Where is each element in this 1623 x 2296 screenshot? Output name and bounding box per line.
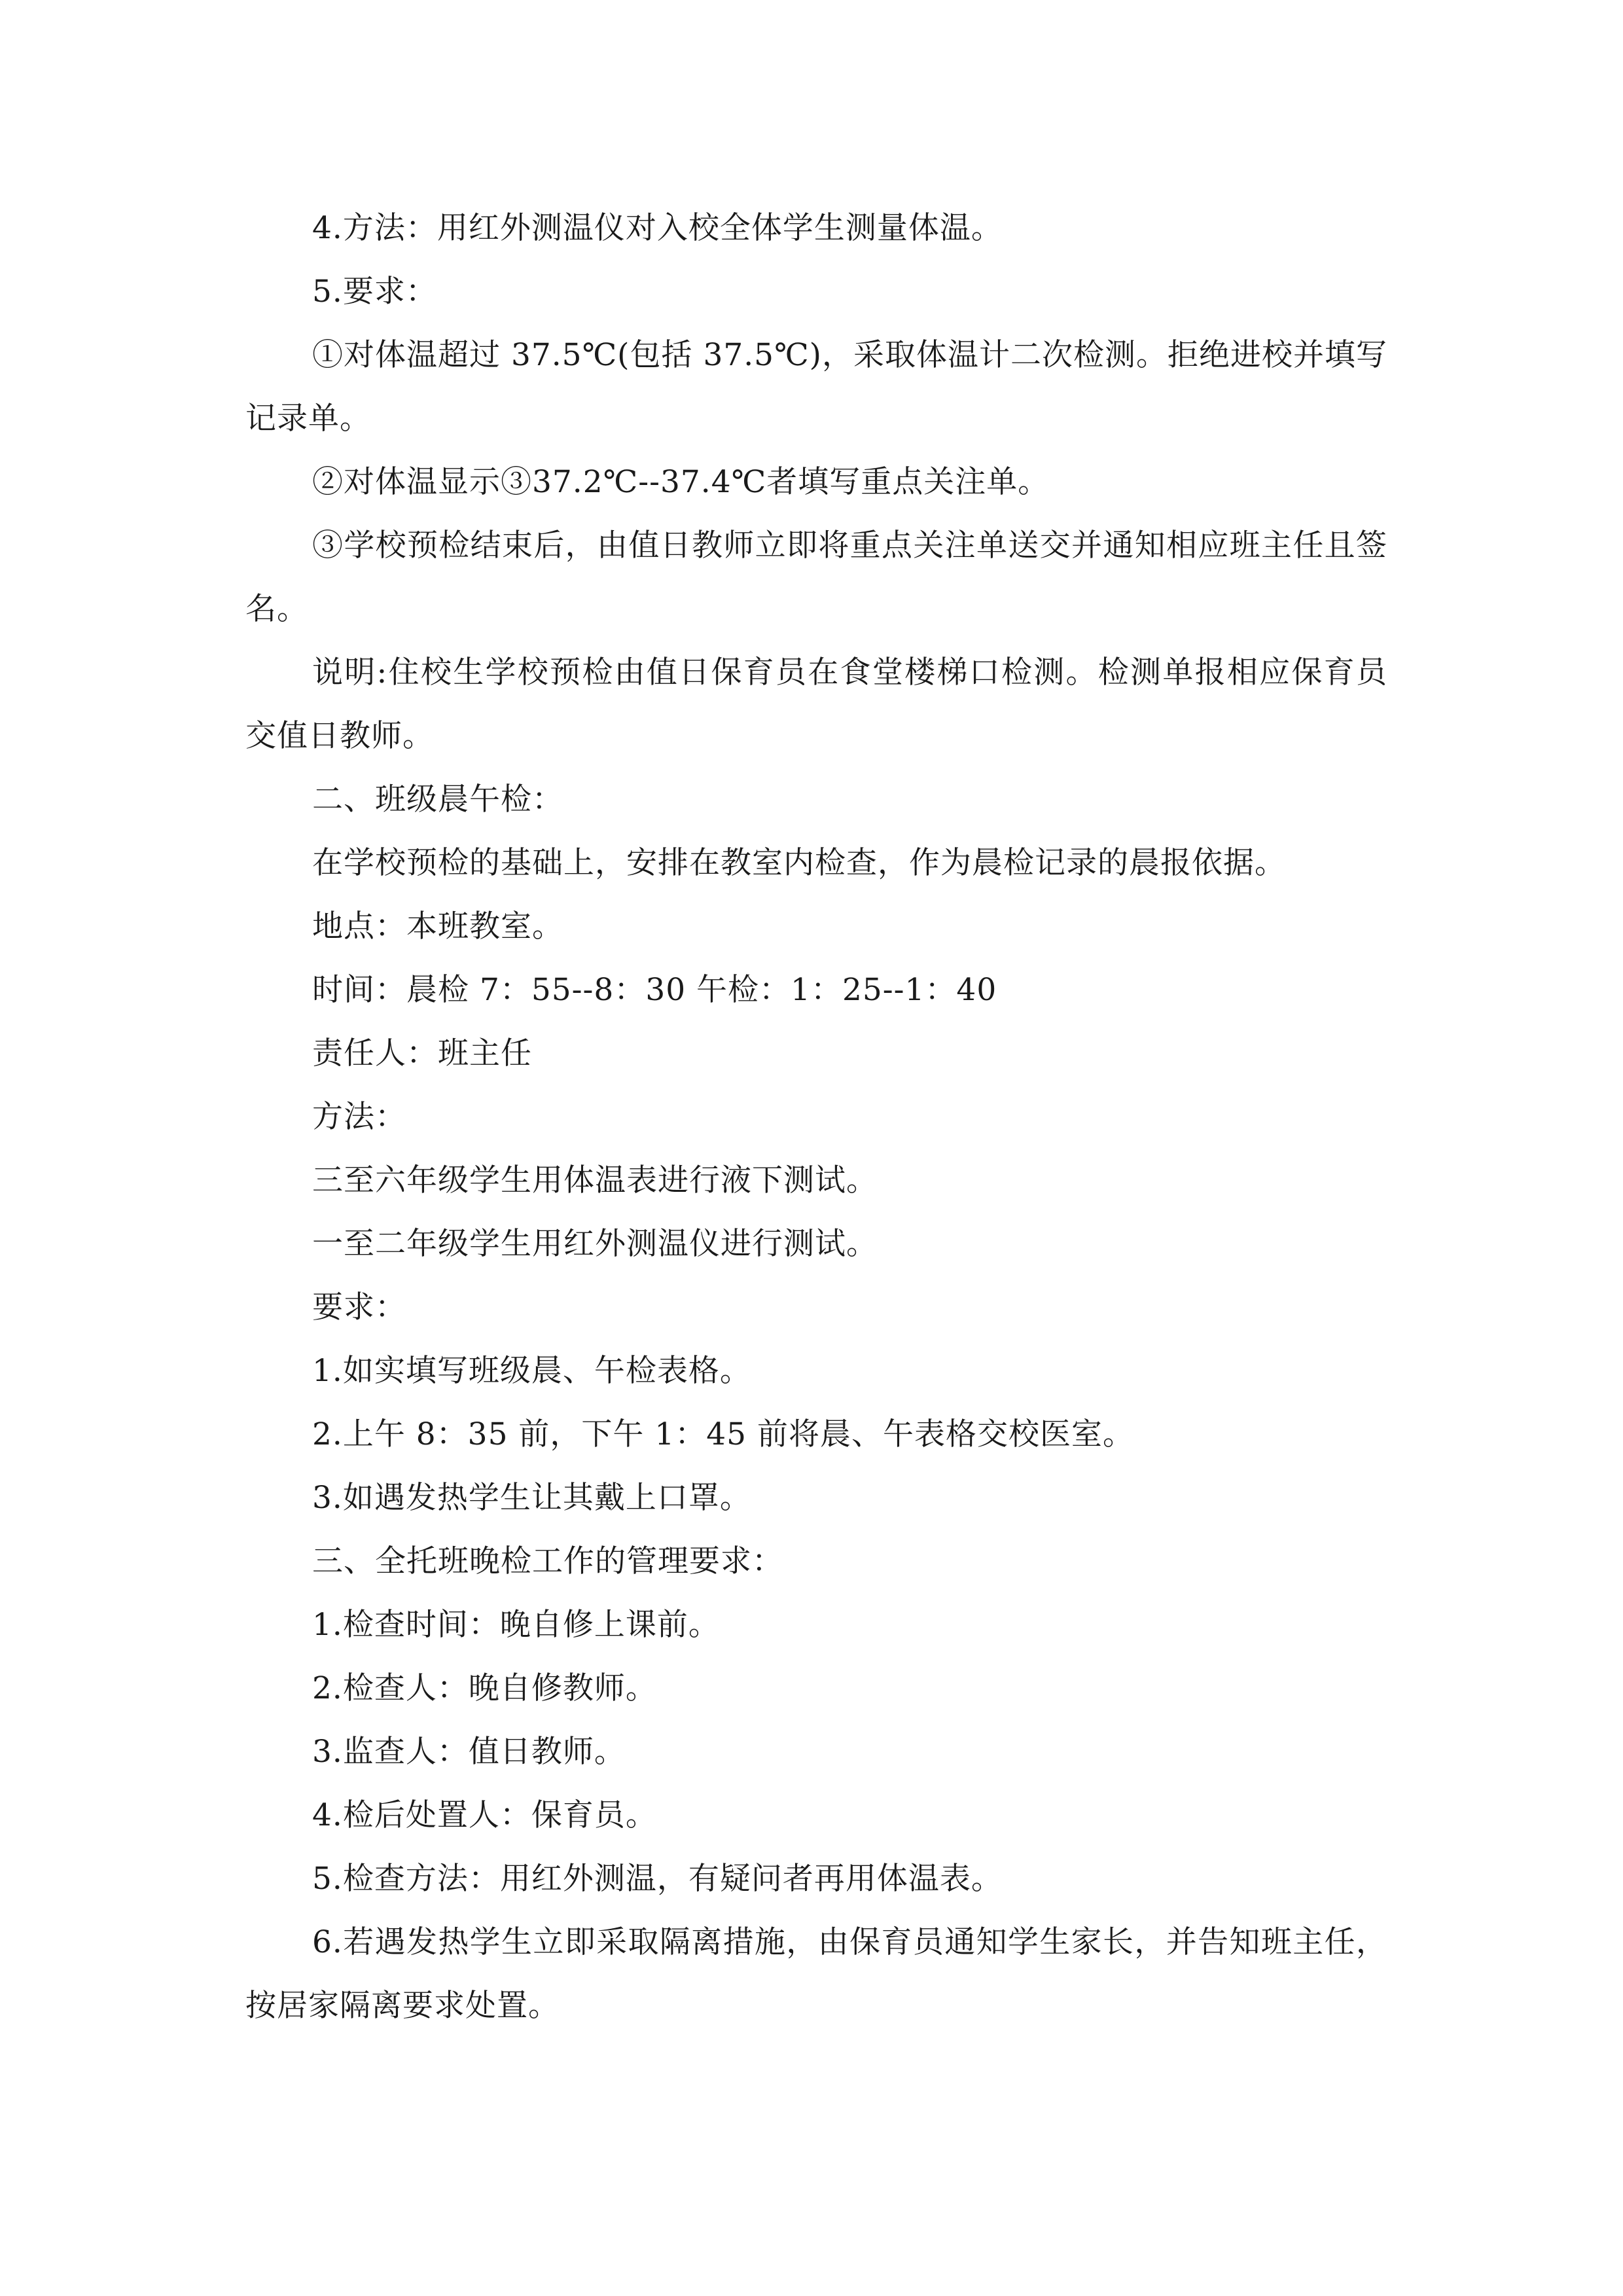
document-body: [245, 196, 1387, 2037]
paragraph-method: 4.方法：用红外测温仪对入校全体学生测量体温。: [312, 210, 1003, 246]
paragraph-evening-check-time: 1.检查时间：晚自修上课前。: [312, 1607, 720, 1643]
paragraph-time: 时间：晨检 7：55--8：30 午检：1：25--1：40: [312, 972, 997, 1008]
paragraph-requirements-heading: 5.要求：: [312, 274, 437, 310]
section-heading-evening-check: 三、全托班晚检工作的管理要求：: [312, 1543, 783, 1579]
paragraph-method-heading: 方法：: [312, 1099, 406, 1135]
paragraph-evening-method: 5.检查方法：用红外测温，有疑问者再用体温表。: [312, 1861, 1003, 1897]
paragraph-method-grades-1-2: 一至二年级学生用红外测温仪进行测试。: [312, 1226, 878, 1262]
paragraph-evening-supervisor: 3.监查人：值日教师。: [312, 1734, 626, 1770]
paragraph-evening-fever-action: 6.若遇发热学生立即采取隔离措施，由保育员通知学生家长，并告知班主任，按居家隔离要求处置。: [245, 1924, 1387, 2024]
paragraph-location: 地点：本班教室。: [312, 908, 563, 944]
paragraph-requirement-1: ①对体温超过 37.5℃(包括 37.5℃)，采取体温计二次检测。拒绝进校并填写记录单。: [245, 337, 1388, 437]
paragraph-requirement-3: ③学校预检结束后，由值日教师立即将重点关注单送交并通知相应班主任且签名。: [245, 528, 1387, 627]
paragraph-responsible-person: 责任人：班主任: [312, 1035, 532, 1071]
paragraph-requirement-2: ②对体温显示③37.2℃--37.4℃者填写重点关注单。: [312, 464, 1050, 500]
paragraph-method-grades-3-6: 三至六年级学生用体温表进行液下测试。: [312, 1162, 878, 1198]
paragraph-class-requirement-2: 2.上午 8：35 前，下午 1：45 前将晨、午表格交校医室。: [312, 1416, 1135, 1452]
paragraph-class-requirement-3: 3.如遇发热学生让其戴上口罩。: [312, 1480, 751, 1516]
paragraph-note: 说明:住校生学校预检由值日保育员在食堂楼梯口检测。检测单报相应保育员交值日教师。: [245, 655, 1387, 754]
paragraph-evening-handler: 4.检后处置人：保育员。: [312, 1797, 657, 1833]
paragraph-class-requirement-1: 1.如实填写班级晨、午检表格。: [312, 1353, 751, 1389]
paragraph-evening-checker: 2.检查人：晚自修教师。: [312, 1670, 657, 1706]
section-heading-class-check: 二、班级晨午检：: [312, 781, 563, 817]
paragraph-requirements-heading-2: 要求：: [312, 1289, 406, 1325]
paragraph-class-check-basis: 在学校预检的基础上，安排在教室内检查，作为晨检记录的晨报依据。: [312, 845, 1286, 881]
